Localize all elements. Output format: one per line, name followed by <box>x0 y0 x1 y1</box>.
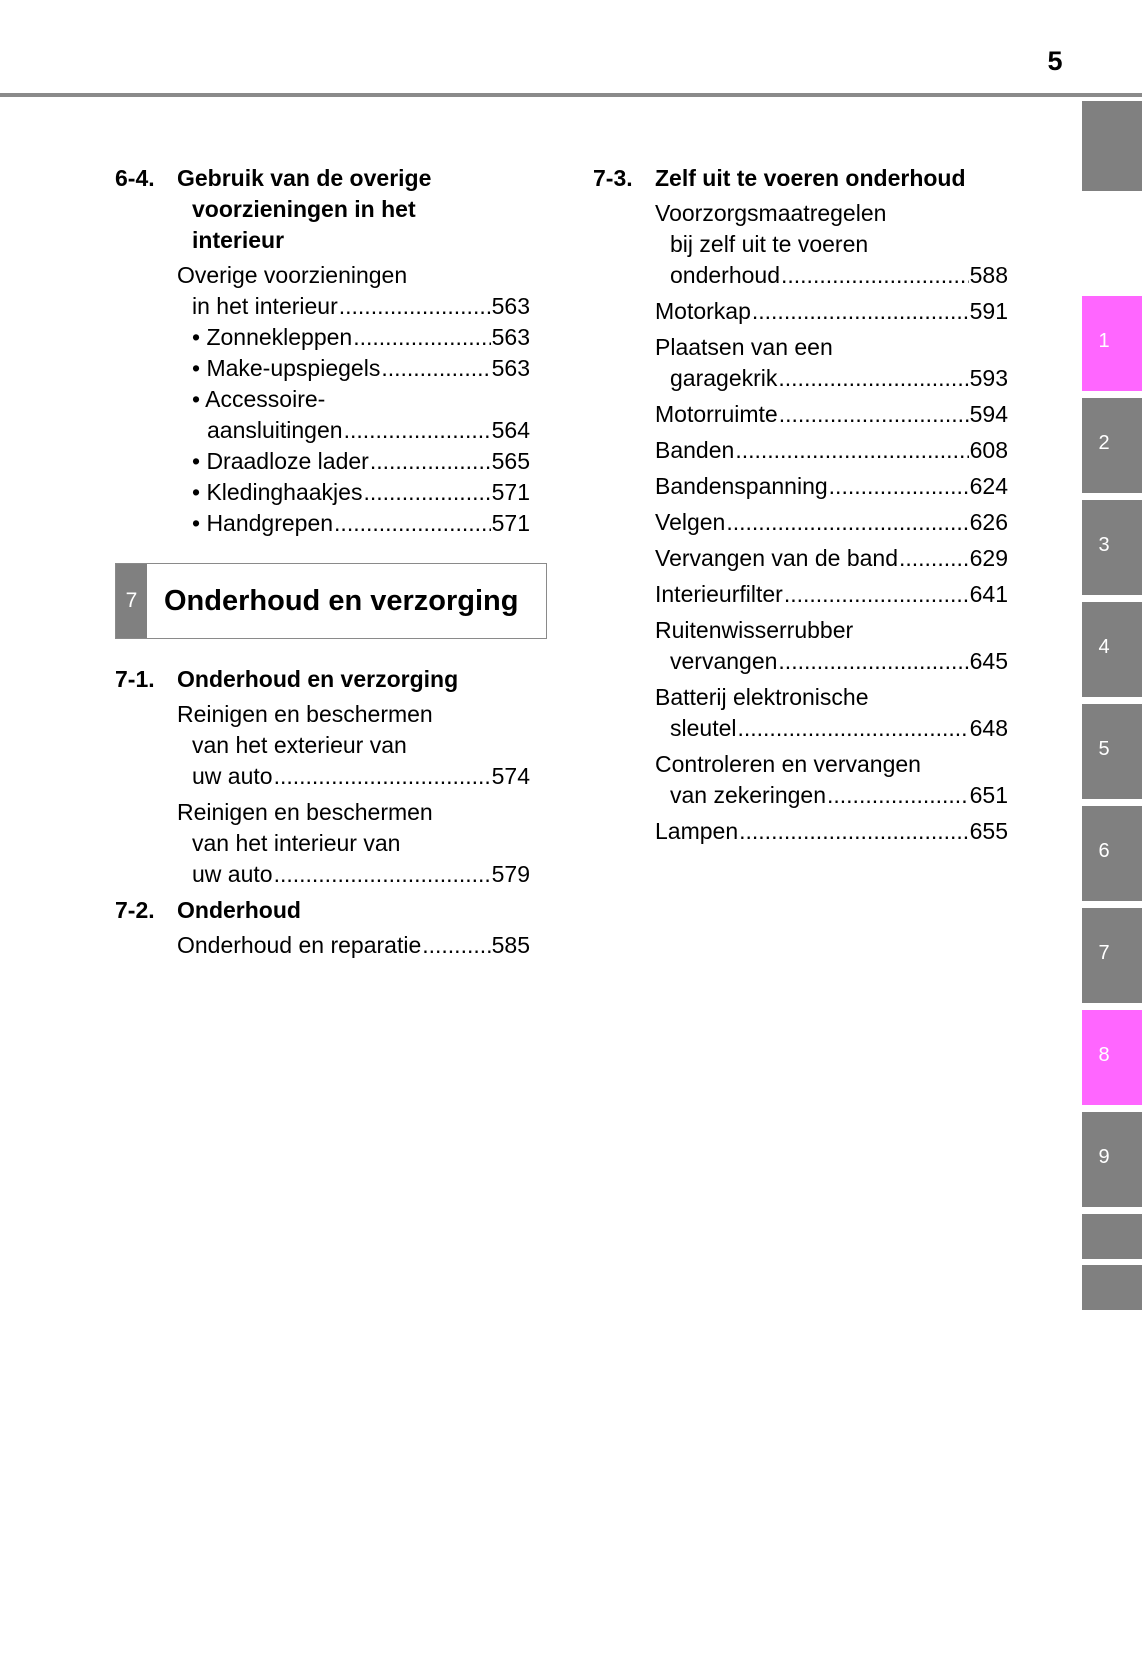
entry-label: Voorzorgsmaatregelen <box>655 200 887 226</box>
toc-entry-lampen[interactable] <box>655 816 1008 847</box>
toc-entry-motorkap[interactable] <box>655 296 1008 327</box>
page-number: 5 <box>1047 46 1063 76</box>
leader-dots <box>370 446 491 477</box>
toc-entry-accessoire-aansluitingen[interactable] <box>177 415 530 446</box>
entry-label: Velgen <box>655 509 726 535</box>
page-ref: 645 <box>969 648 1008 674</box>
page-ref: 624 <box>969 473 1008 499</box>
page-ref: 594 <box>969 401 1008 427</box>
section-6-4-heading <box>115 163 535 256</box>
leader-dots <box>737 713 968 744</box>
page-ref: 563 <box>491 293 530 319</box>
entry-label: Plaatsen van een <box>655 334 833 360</box>
entry-label: Lampen <box>655 818 739 844</box>
leader-dots <box>334 508 491 539</box>
section-title <box>177 163 477 256</box>
toc-entry-reinigen-interieur[interactable] <box>177 797 530 890</box>
toc-entry-garagekrik[interactable] <box>655 332 1008 394</box>
leader-dots <box>422 930 490 961</box>
entry-label: uw auto <box>192 763 273 789</box>
side-tab-label: 5 <box>1098 738 1110 760</box>
toc-right-column <box>593 163 1013 852</box>
side-tab-label: 1 <box>1098 330 1110 352</box>
toc-entry-make-upspiegels[interactable] <box>177 353 530 384</box>
page-ref: 651 <box>969 782 1008 808</box>
page-ref: 626 <box>969 509 1008 535</box>
page-ref: 564 <box>491 417 530 443</box>
entry-label: • Kledinghaakjes <box>192 479 363 505</box>
leader-dots <box>339 291 491 322</box>
entry-label: Interieurfilter <box>655 581 783 607</box>
leader-dots <box>752 296 969 327</box>
page-ref: 571 <box>491 510 530 536</box>
leader-dots <box>363 477 490 508</box>
toc-entry-banden[interactable] <box>655 435 1008 466</box>
page-ref: 593 <box>969 365 1008 391</box>
section-7-1-heading <box>115 664 535 695</box>
section-title-line: Gebruik van de overige <box>177 165 432 191</box>
side-tab-blank-b[interactable] <box>1082 1265 1142 1310</box>
chapter-number: 7 <box>116 564 147 638</box>
toc-entry-motorruimte[interactable] <box>655 399 1008 430</box>
page-ref: 608 <box>969 437 1008 463</box>
page-ref: 574 <box>491 763 530 789</box>
side-tab-5[interactable] <box>1082 704 1142 799</box>
entry-label: Bandenspanning <box>655 473 828 499</box>
chapter-title: Onderhoud en verzorging <box>164 584 519 617</box>
side-tab-label: 9 <box>1098 1146 1110 1168</box>
entry-label: vervangen <box>670 648 778 674</box>
toc-entry-zonnekleppen[interactable] <box>177 322 530 353</box>
leader-dots <box>735 435 968 466</box>
side-tab-9[interactable] <box>1082 1112 1142 1207</box>
entry-label: van zekeringen <box>670 782 826 808</box>
leader-dots <box>899 543 969 574</box>
leader-dots <box>778 646 968 677</box>
side-tab-label: 4 <box>1098 636 1110 658</box>
side-tab-label: 8 <box>1098 1044 1110 1066</box>
leader-dots <box>739 816 969 847</box>
page-ref: 629 <box>969 545 1008 571</box>
side-tab-label: 2 <box>1098 432 1110 454</box>
toc-left-column-lower <box>115 664 535 966</box>
toc-entry-ruitenwisserrubber[interactable] <box>655 615 1008 677</box>
section-title: Onderhoud en verzorging <box>177 666 459 692</box>
entry-label: • Make-upspiegels <box>192 355 381 381</box>
entry-label: Batterij elektronische <box>655 684 869 710</box>
section-title: Zelf uit te voeren onderhoud <box>655 165 966 191</box>
entry-label: garagekrik <box>670 365 778 391</box>
entry-label: uw auto <box>192 861 273 887</box>
side-tab-blank-top[interactable] <box>1082 101 1142 191</box>
entry-label: Controleren en vervangen <box>655 751 921 777</box>
section-7-3-heading <box>593 163 1013 194</box>
toc-entry-velgen[interactable] <box>655 507 1008 538</box>
entry-label: sleutel <box>670 715 737 741</box>
page-ref: 585 <box>491 932 530 958</box>
toc-entry-bandenspanning[interactable] <box>655 471 1008 502</box>
leader-dots <box>781 260 969 291</box>
side-tab-label: 6 <box>1098 840 1110 862</box>
side-tab-4[interactable] <box>1082 602 1142 697</box>
leader-dots <box>381 353 490 384</box>
leader-dots <box>344 415 491 446</box>
section-number: 7-3. <box>593 165 633 191</box>
entry-label: • Handgrepen <box>192 510 334 536</box>
page-ref: 648 <box>969 715 1008 741</box>
toc-entry-batterij-sleutel[interactable] <box>655 682 1008 744</box>
side-tab-blank-a[interactable] <box>1082 1214 1142 1259</box>
entry-label: Motorruimte <box>655 401 778 427</box>
page-ref: 641 <box>969 581 1008 607</box>
toc-entry-kledinghaakjes[interactable] <box>177 477 530 508</box>
toc-entry-draadloze-lader[interactable] <box>177 446 530 477</box>
side-tab-3[interactable] <box>1082 500 1142 595</box>
header-rule <box>0 93 1142 97</box>
side-tab-label: 3 <box>1098 534 1110 556</box>
section-title: Onderhoud <box>177 897 301 923</box>
entry-label: Motorkap <box>655 298 751 324</box>
entry-label: in het interieur <box>192 293 338 319</box>
toc-left-column <box>115 163 535 544</box>
page-ref: 579 <box>491 861 530 887</box>
section-number: 6-4. <box>115 165 155 191</box>
entry-label: Reinigen en beschermen <box>177 701 433 727</box>
side-tab-label: 7 <box>1098 942 1110 964</box>
leader-dots <box>779 399 969 430</box>
leader-dots <box>827 780 969 811</box>
section-number: 7-2. <box>115 897 155 923</box>
toc-entry-interieurfilter[interactable] <box>655 579 1008 610</box>
page-ref: 563 <box>491 324 530 350</box>
side-tab-8[interactable] <box>1082 1010 1142 1105</box>
entry-label: Overige voorzieningen <box>177 262 408 288</box>
toc-entry-zekeringen[interactable] <box>655 749 1008 811</box>
side-tab-6[interactable] <box>1082 806 1142 901</box>
toc-entry-handgrepen[interactable] <box>177 508 530 539</box>
section-title-line: interieur <box>192 227 285 253</box>
entry-label: Ruitenwisserrubber <box>655 617 854 643</box>
leader-dots <box>829 471 969 502</box>
entry-label: van het exterieur van <box>192 732 407 758</box>
entry-label: Vervangen van de band <box>655 545 898 571</box>
section-number: 7-1. <box>115 666 155 692</box>
leader-dots <box>784 579 969 610</box>
leader-dots <box>274 859 491 890</box>
entry-label: Reinigen en beschermen <box>177 799 433 825</box>
entry-label[interactable]: • Accessoire- <box>192 386 326 412</box>
page-ref: 591 <box>969 298 1008 324</box>
entry-label: • Draadloze lader <box>192 448 369 474</box>
entry-label: onderhoud <box>670 262 780 288</box>
toc-entry-reinigen-exterieur[interactable] <box>177 699 530 792</box>
section-7-2-heading <box>115 895 535 926</box>
entry-label: Banden <box>655 437 735 463</box>
page-ref: 588 <box>969 262 1008 288</box>
leader-dots <box>726 507 968 538</box>
page-ref: 565 <box>491 448 530 474</box>
page-ref: 571 <box>491 479 530 505</box>
entry-label: • Zonnekleppen <box>192 324 353 350</box>
page-ref: 655 <box>969 818 1008 844</box>
section-title-line: voorzieningen in het <box>192 196 416 222</box>
toc-entry-voorzorgsmaatregelen[interactable] <box>655 198 1008 291</box>
entry-label: Onderhoud en reparatie <box>177 932 422 958</box>
leader-dots <box>353 322 490 353</box>
leader-dots <box>778 363 968 394</box>
page-ref: 563 <box>491 355 530 381</box>
side-tab-1[interactable] <box>1082 296 1142 391</box>
entry-label: bij zelf uit te voeren <box>670 231 869 257</box>
leader-dots <box>274 761 491 792</box>
toc-entry-onderhoud-reparatie[interactable] <box>177 930 530 961</box>
side-tab-7[interactable] <box>1082 908 1142 1003</box>
entry-label: van het interieur van <box>192 830 401 856</box>
chapter-heading-box <box>115 563 547 639</box>
entry-label: aansluitingen <box>207 417 343 443</box>
side-tab-2[interactable] <box>1082 398 1142 493</box>
toc-entry-vervangen-band[interactable] <box>655 543 1008 574</box>
toc-entry-overige-voorzieningen[interactable] <box>177 260 530 539</box>
